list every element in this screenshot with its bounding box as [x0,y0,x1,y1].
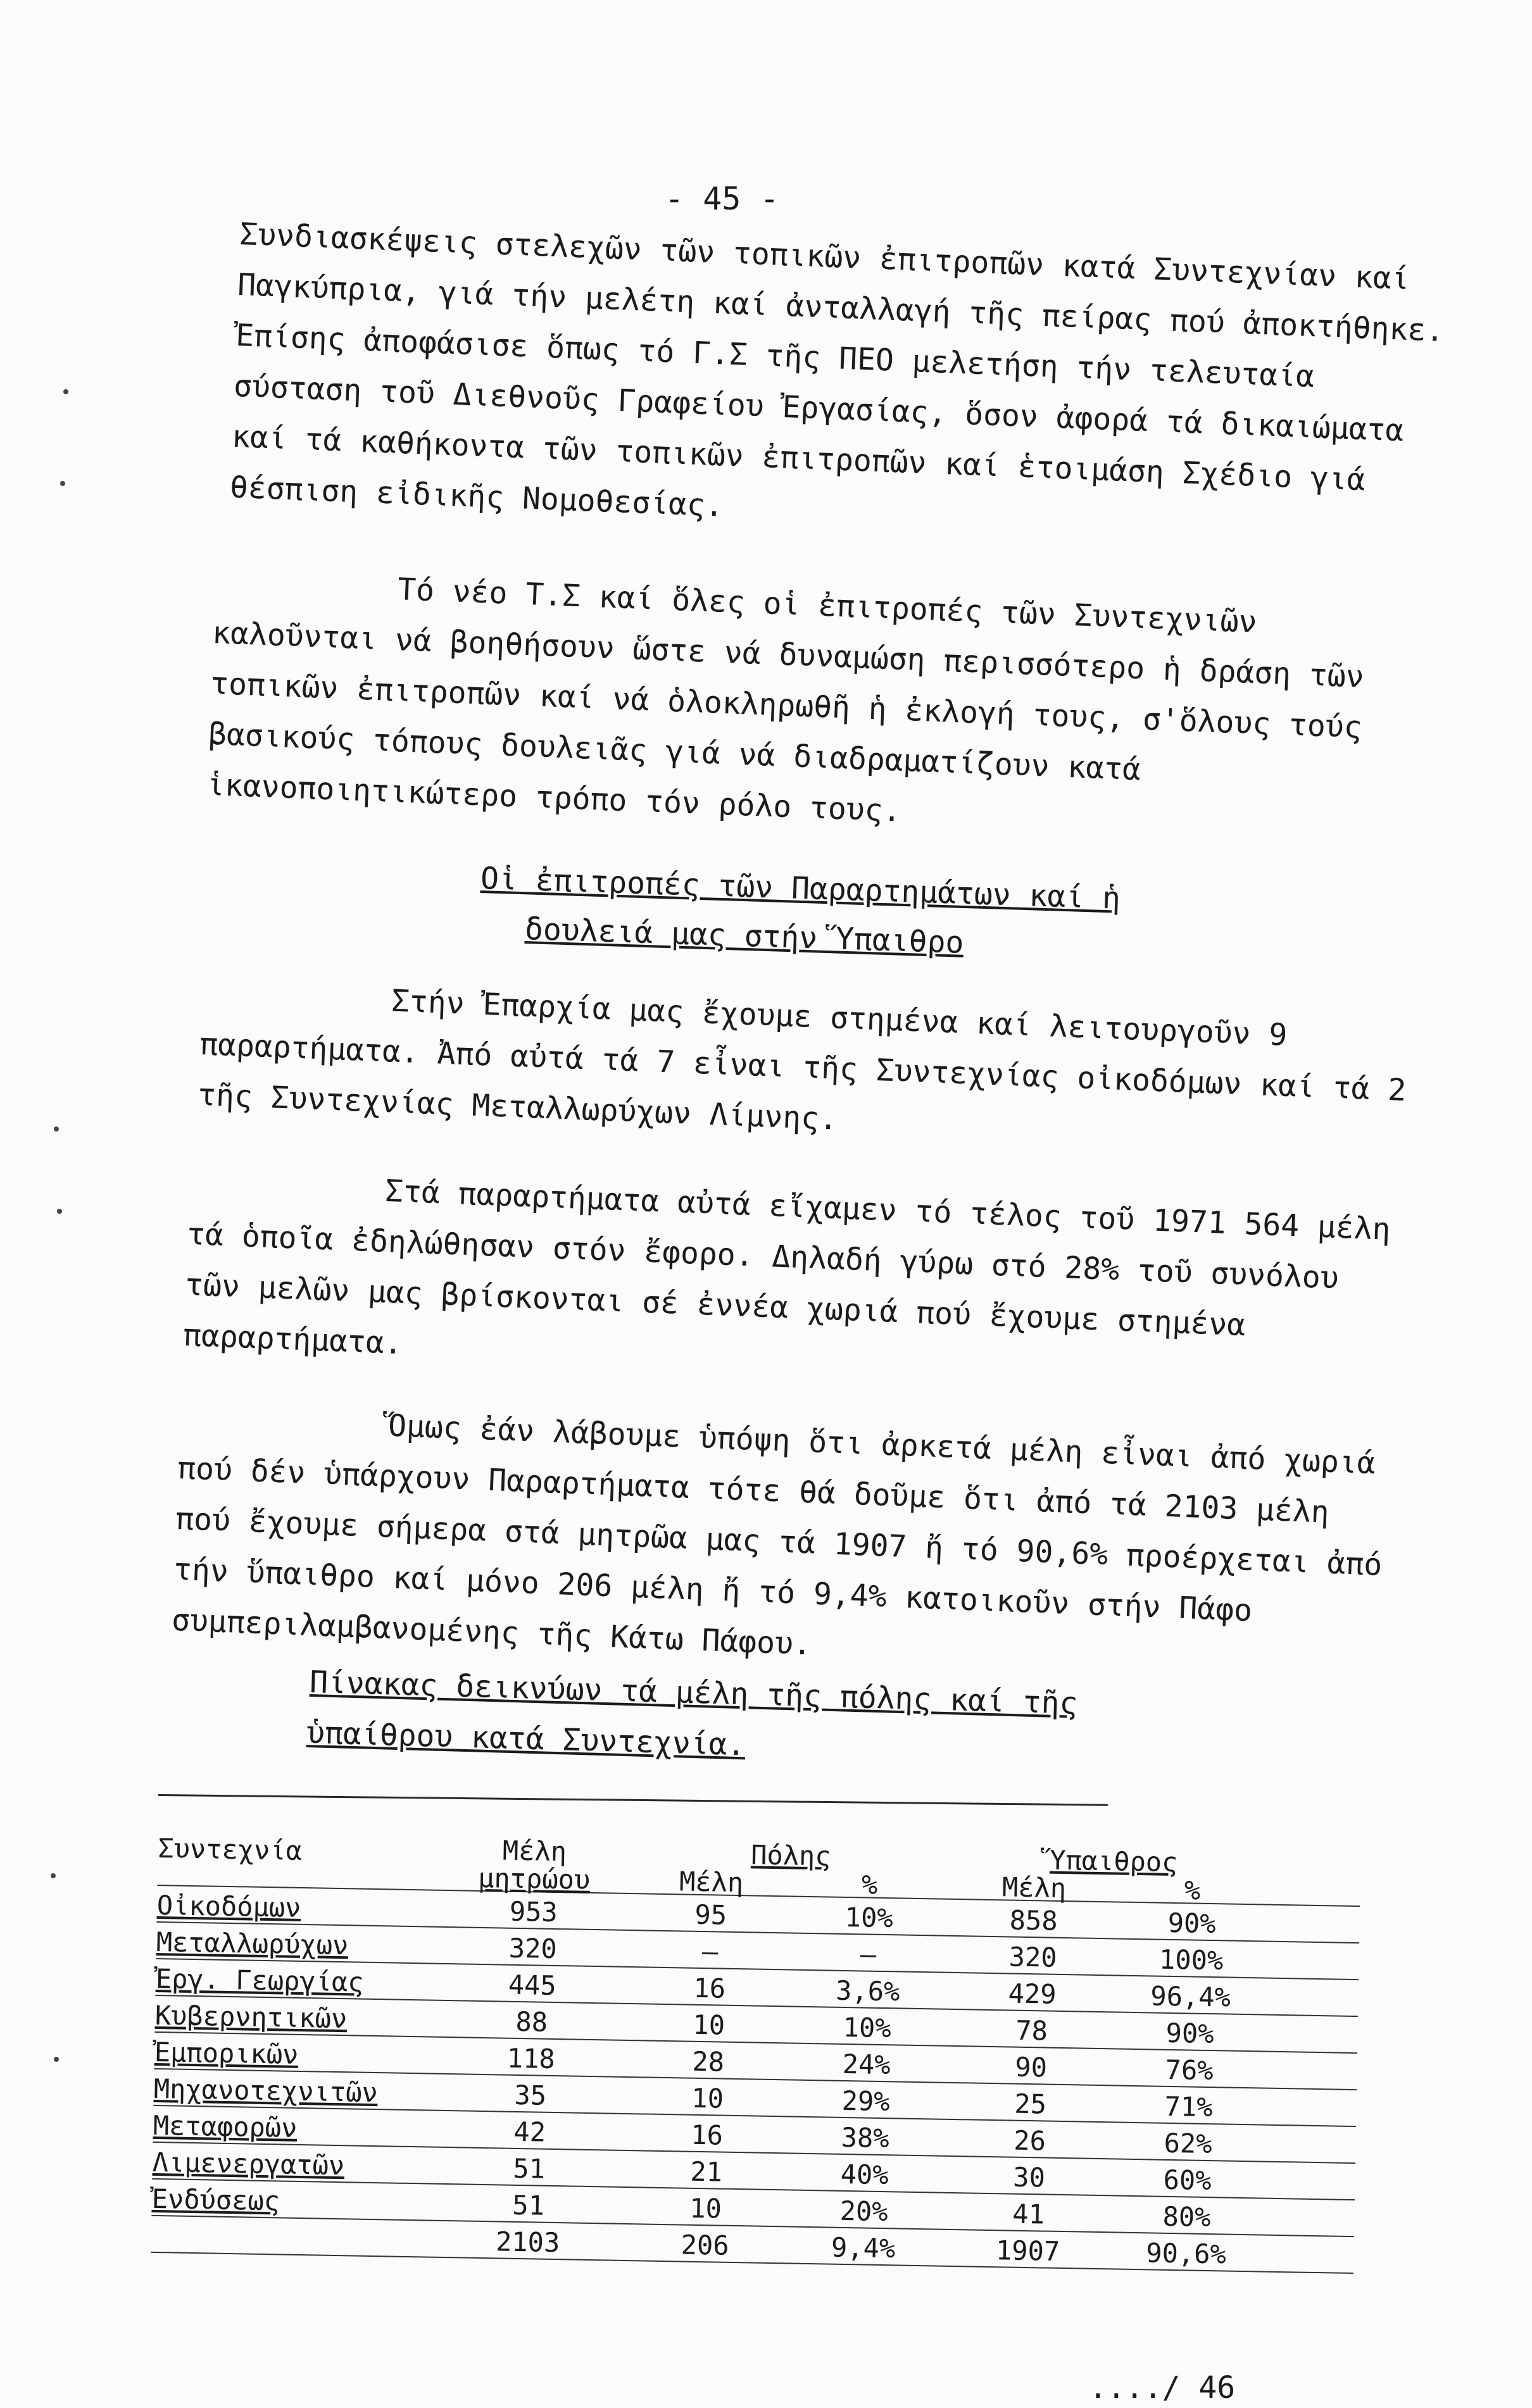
paragraph-1: Συνδιασκέψεις στελεχῶν τῶν τοπικῶν ἐπιτροπῶν κατά Συντεχνίαν καί Παγκύπρια, γιά τήν μελέτη καί ἀνταλλαγή τῆς πείρας πού ἀποκτήθηκε. Ἐπίσης ἀποφάσισε ὅπως τό Γ.Σ τῆς ΠΕΟ μελετήση τήν τελευταία σύσταση τοῦ Διεθνοῦς Γραφείου Ἐργασίας, ὅσον ἀφορά τά δικαιώματα καί τά καθήκοντα τῶν τοπικῶν ἐπιτροπῶν καί ἑτοιμάση Σχέδιο γιά θέσπιση εἰδικῆς Νομοθεσίας. [229,216,1445,524]
row-registry: 88 [515,2006,548,2038]
row-registry: 953 [509,1895,558,1928]
margin-speck [63,389,68,394]
row-registry: 320 [508,1932,558,1965]
row-country-percent: 90% [1165,2017,1214,2050]
page-number: - 45 - [665,180,779,217]
row-country-members: 25 [1014,2088,1047,2120]
paragraph-5: Ὅμως ἐάν λάβουμε ὑπόψη ὅτι ἀρκετά μέλη εἶναι ἀπό χωριά πού δέν ὑπάρχουν Παραρτήματα τότε θά δοῦμε ὅτι ἀπό τά 2103 μέλη πού ἔχουμε σήμερα στά μητρῶα μας τά 1907 ἤ τό 90,6% προέρχεται ἀπό τήν ὕπαιθρο καί μόνο 206 μέλη ἤ τό 9,4% κατοικοῦν στήν Πάφο συμπεριλαμβανομένης τῆς Κάτω Πάφου. [171,1407,1383,1663]
paragraph-3: Στήν Ἐπαρχία μας ἔχουμε στημένα καί λειτουργοῦν 9 παραρτήματα. Ἀπό αὐτά τά 7 εἶναι τῆς Συντεχνίας οἰκοδόμων καί τά 2 τῆς Συντεχνίας Μεταλλωρύχων Λίμνης. [197,983,1407,1137]
table-top-rule [158,1794,1108,1806]
row-country-members: 90 [1014,2051,1048,2083]
row-union: Ἐμπορικῶν [154,2036,299,2070]
row-city-percent: 20% [839,2195,888,2228]
header-country-group: Ὕπαιθρος [1049,1844,1178,1878]
row-city-percent: 3,6% [835,1974,900,2007]
row-city-percent: 10% [844,1901,894,1934]
row-city-members: — [701,1936,719,1968]
row-city-members: 10 [689,2192,722,2224]
row-country-percent: 71% [1164,2090,1213,2123]
row-union: Μεταλλωρύχων [156,1926,349,1961]
header-registry-bottom: μητρώου [477,1862,591,1895]
row-registry: 445 [508,1969,557,2002]
paragraph-4: Στά παραρτήματα αὐτά εἴχαμεν τό τέλος τοῦ 1971 564 μέλη τά ὁποῖα ἐδηλώθησαν στόν ἔφορο. Δηλαδή γύρω στό 28% τοῦ συνόλου τῶν μελῶν μας βρίσκονται σέ ἐννέα χωριά πού ἔχουμε στημένα παραρτήματα. [182,1173,1391,1362]
row-city-members: 10 [693,2009,725,2041]
row-union: Κυβερνητικῶν [154,1999,348,2035]
membership-table [151,1829,1360,2274]
row-city-percent: 29% [841,2085,891,2118]
header-country-members: Μέλη [1001,1871,1067,1904]
row-registry: 118 [506,2042,556,2074]
row-union: Ἐργ. Γεωργίας [155,1962,364,1998]
row-country-percent: 62% [1164,2127,1212,2160]
row-registry: 51 [513,2152,546,2185]
continuation-marker: ..../ 46 [1089,2370,1236,2405]
row-country-percent: 100% [1158,1943,1224,1976]
section-heading-line-2: δουλειά μας στήν Ὕπαιθρο [524,911,965,961]
margin-speck [51,1873,56,1878]
row-union: Μηχανοτεχνιτῶν [153,2073,379,2109]
total-registry: 2103 [495,2226,560,2259]
row-country-percent: 76% [1165,2054,1214,2087]
total-city-members: 206 [681,2229,729,2261]
table-heading-line-1: Πίνακας δεικνύων τά μέλη τῆς πόλης καί τῆς [309,1664,1079,1721]
row-registry: 51 [512,2189,545,2221]
row-country-percent: 80% [1162,2200,1211,2233]
row-city-members: 28 [691,2045,725,2078]
row-city-members: 10 [691,2082,724,2114]
header-union: Συντεχνία [158,1832,303,1866]
row-union: Λιμενεργατῶν [152,2146,345,2181]
total-city-percent: 9,4% [831,2231,896,2264]
row-country-members: 78 [1015,2014,1048,2047]
row-union: Μεταφορῶν [153,2109,298,2143]
header-country-percent: % [1184,1875,1201,1906]
row-country-members: 429 [1008,1978,1057,2010]
total-country-percent: 90,6% [1145,2237,1227,2270]
margin-speck [54,2057,59,2062]
margin-speck [60,481,65,486]
table-heading-line-2: ὑπαίθρου κατά Συντεχνία. [306,1715,746,1763]
row-union: Ἐνδύσεως [151,2183,280,2217]
row-city-percent: 38% [841,2121,889,2154]
row-country-members: 320 [1008,1941,1058,1973]
row-city-members: 21 [689,2155,723,2188]
header-city-members: Μέλη [679,1866,744,1899]
total-country-members: 1907 [995,2235,1060,2267]
row-registry: 42 [513,2116,546,2148]
paragraph-2: Τό νέο Τ.Σ καί ὅλες οἱ ἐπιτροπές τῶν Συντεχνιῶν καλοῦνται νά βοηθήσουν ὥστε νά δυναμώση περισσότερο ἡ δράση τῶν τοπικῶν ἐπιτροπῶν καί νά ὁλοκληρωθῆ ἡ ἐκλογή τους, σ'ὅλους τούς βασικούς τόπους δουλειᾶς γιά νά διαδραματίζουν κατά ἱκανοποιητικώτερο τρόπο τόν ρόλο τους. [206,571,1365,829]
margin-speck [57,1209,62,1214]
row-city-members: 16 [693,1972,726,2004]
row-union: Οἰκοδόμων [156,1889,301,1923]
row-country-members: 26 [1013,2124,1046,2157]
header-registry-top: Μέλη [502,1835,567,1868]
row-country-percent: 60% [1163,2164,1212,2197]
row-city-percent: 10% [843,2011,892,2044]
row-country-members: 30 [1012,2161,1046,2193]
row-registry: 35 [514,2079,547,2111]
row-country-percent: 96,4% [1150,1980,1231,2013]
row-country-percent: 90% [1167,1907,1216,1940]
row-city-percent: 40% [840,2158,889,2191]
row-city-members: 16 [690,2119,724,2151]
row-country-members: 858 [1009,1904,1058,1937]
row-country-members: 41 [1012,2198,1045,2230]
row-city-members: 95 [694,1899,727,1931]
row-city-percent: — [860,1938,877,1970]
header-city-group: Πόλης [750,1839,832,1872]
section-heading-line-1: Οἱ ἐπιτροπές τῶν Παραρτημάτων καί ἡ [480,861,1121,916]
row-city-percent: 24% [842,2048,891,2081]
header-city-percent: % [861,1869,878,1900]
margin-speck [54,1126,59,1132]
